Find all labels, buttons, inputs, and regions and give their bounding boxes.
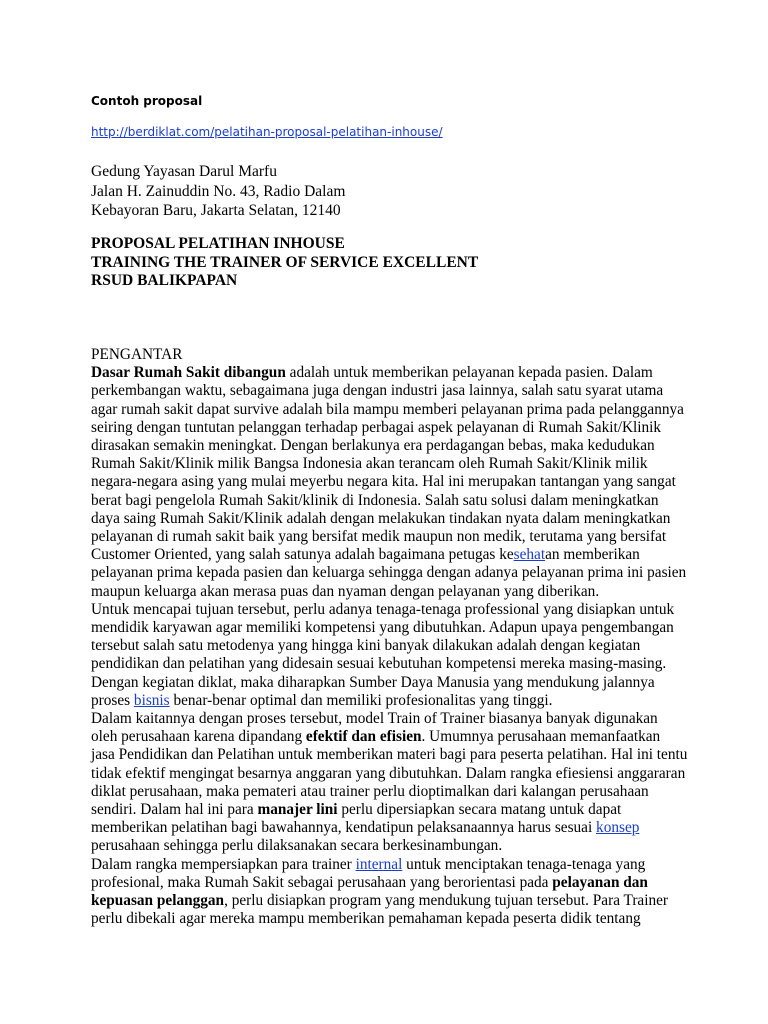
text-line [91,710,691,728]
title-line: RSUD BALIKPAPAN [91,272,238,289]
text-span: perlu dipersiapkan secara matang untuk dapat [337,801,622,819]
text-span: jasa Pendidikan dan Pelatihan untuk memberikan materi bagi para peserta pelatihan. Hal ini tentu [91,746,688,764]
inline-link[interactable]: sehat [513,546,546,564]
inline-link[interactable]: konsep [596,819,640,837]
text-span: perusahaan sehingga perlu dilaksanakan secara berkesinambungan. [91,837,503,855]
text-line [91,765,691,783]
text-span: seiring dengan tuntutan pelanggan terhadap perbagai aspek pelayanan di Rumah Sakit/Klinik [91,418,662,436]
text-span: untuk menciptakan tenaga-tenaga yang [402,855,646,873]
text-span: Untuk mencapai tujuan tersebut, perlu adanya tenaga-tenaga professional yang disiapkan untuk [91,600,675,618]
text-span: agar rumah sakit dapat survive adalah bila mampu memberi pelayanan prima pada pelanggannya [91,400,684,418]
text-span: perkembangan waktu, sebagaimana juga dengan industri jasa lainnya, salah satu syarat utama [91,382,664,400]
text-span: tersebut salah satu metodenya yang hingga kini banyak dilakukan adalah dengan kegiatan [91,637,641,655]
text-line [91,473,691,491]
text-line [91,510,691,528]
text-span: berat bagi pengelola Rumah Sakit/klinik di Indonesia. Salah satu solusi dalam meningkatkan [91,491,659,509]
text-line [91,583,691,601]
text-line [91,728,691,746]
text-line [91,746,691,764]
text-line [91,364,691,382]
text-span: profesional, maka Rumah Sakit sebagai perusahaan yang berorientasi pada [91,873,553,891]
text-span: perlu dibekali agar mereka mampu memberikan pemahaman kepada peserta didik tentang [91,910,641,928]
text-span: negara-negara asing yang mulai meyerbu negara kita. Hal ini merupakan tantangan yang sangat [91,473,676,491]
text-line [91,856,691,874]
text-line [91,874,691,892]
text-line [91,692,691,710]
text-span: sendiri. Dalam hal ini para [91,801,258,819]
bold-phrase: Dasar Rumah Sakit dibangun [91,364,286,382]
text-line [91,401,691,419]
title-line: TRAINING THE TRAINER OF SERVICE EXCELLENT [91,253,479,271]
text-span: tidak efektif mengingat besarnya anggaran yang dibutuhkan. Dalam rangka efiesiensi anggararan [91,764,686,782]
text-line [91,546,691,564]
text-span: daya saing Rumah Sakit/Klinik adalah dengan melakukan tindakan nyata dalam meningkatkan [91,509,671,527]
inline-link[interactable]: bisnis [133,691,170,709]
text-line [91,528,691,546]
text-line [91,674,691,692]
text-span: memberikan pelatihan bagi bawahannya, kendatipun pelaksanaannya harus sesuai [91,819,597,837]
body-text [91,346,691,929]
text-line [91,564,691,582]
source-link[interactable]: http://berdiklat.com/pelatihan-proposal-pelatihan-inhouse/ [91,125,443,139]
bold-phrase: kepuasan pelanggan [91,892,225,910]
text-span: mendidik karyawan agar memiliki kompetensi yang dibutuhkan. Adapun upaya pengembangan [91,619,674,637]
text-span: maupun keluarga akan merasa puas dan nyaman dengan pelayanan yang diberikan. [91,582,600,600]
text-line [91,783,691,801]
address-line: Kebayoran Baru, Jakarta Selatan, 12140 [91,202,341,219]
text-span: an memberikan [545,546,640,564]
text-span: . Umumnya perusahaan memanfaatkan [421,728,661,746]
text-line [91,655,691,673]
text-line [91,492,691,510]
text-line [91,437,691,455]
text-line [91,619,691,637]
proposal-title [91,235,478,291]
text-line [91,637,691,655]
text-line [91,819,691,837]
text-line [91,801,691,819]
text-span: proses [91,691,134,709]
bold-phrase: efektif dan efisien [305,728,422,746]
bold-phrase: manajer lini [257,801,338,819]
inline-link[interactable]: internal [355,855,403,873]
text-span: diklat perusahaan, maka pemateri atau trainer perlu dioptimalkan dari kalangan perusahaan [91,782,649,800]
text-span: dirasakan semakin meningkat. Dengan berlakunya era perdagangan bebas, maka kedudukan [91,437,655,455]
text-span: , perlu disiapkan program yang mendukung tujuan tersebut. Para Trainer [224,892,669,910]
text-line [91,892,691,910]
text-span: Dalam rangka mempersiapkan para trainer [91,855,356,873]
address-line: Jalan H. Zainuddin No. 43, Radio Dalam [91,182,346,200]
text-line [91,419,691,437]
text-span: Customer Oriented, yang salah satunya adalah bagaimana petugas ke [91,546,514,564]
text-span: oleh perusahaan karena dipandang [91,728,306,746]
text-span: Rumah Sakit/Klinik milik Bangsa Indonesia akan terancam oleh Rumah Sakit/Klinik milik [91,455,648,473]
text-line [91,382,691,400]
address-block [91,162,345,221]
text-span: Dengan kegiatan diklat, maka diharapkan Sumber Daya Manusia yang mendukung jalannya [91,673,655,691]
text-line [91,910,691,928]
text-span: adalah untuk memberikan pelayanan kepada pasien. Dalam [285,364,653,382]
text-span: pelayanan prima kepada pasien dan keluarga sehingga dengan adanya pelayanan prima ini pasien [91,564,687,582]
text-line [91,455,691,473]
text-line [91,601,691,619]
text-span: pendidikan dan pelatihan yang didesain sesuai kebutuhan kompetensi mereka masing-masing. [91,655,667,673]
text-span: pelayanan di rumah sakit baik yang bersifat medik maupun non medik, terutama yang bersifat [91,528,667,546]
address-line: Gedung Yayasan Darul Marfu [91,163,277,180]
title-line: PROPOSAL PELATIHAN INHOUSE [91,235,345,252]
text-span: Dalam kaitannya dengan proses tersebut, model Train of Trainer biasanya banyak digunakan [91,710,658,728]
bold-phrase: pelayanan dan [552,873,648,891]
document-label: Contoh proposal [91,94,203,108]
text-line [91,837,691,855]
text-span: benar-benar optimal dan memiliki profesionalitas yang tinggi. [169,691,553,709]
section-heading: PENGANTAR [91,346,183,363]
